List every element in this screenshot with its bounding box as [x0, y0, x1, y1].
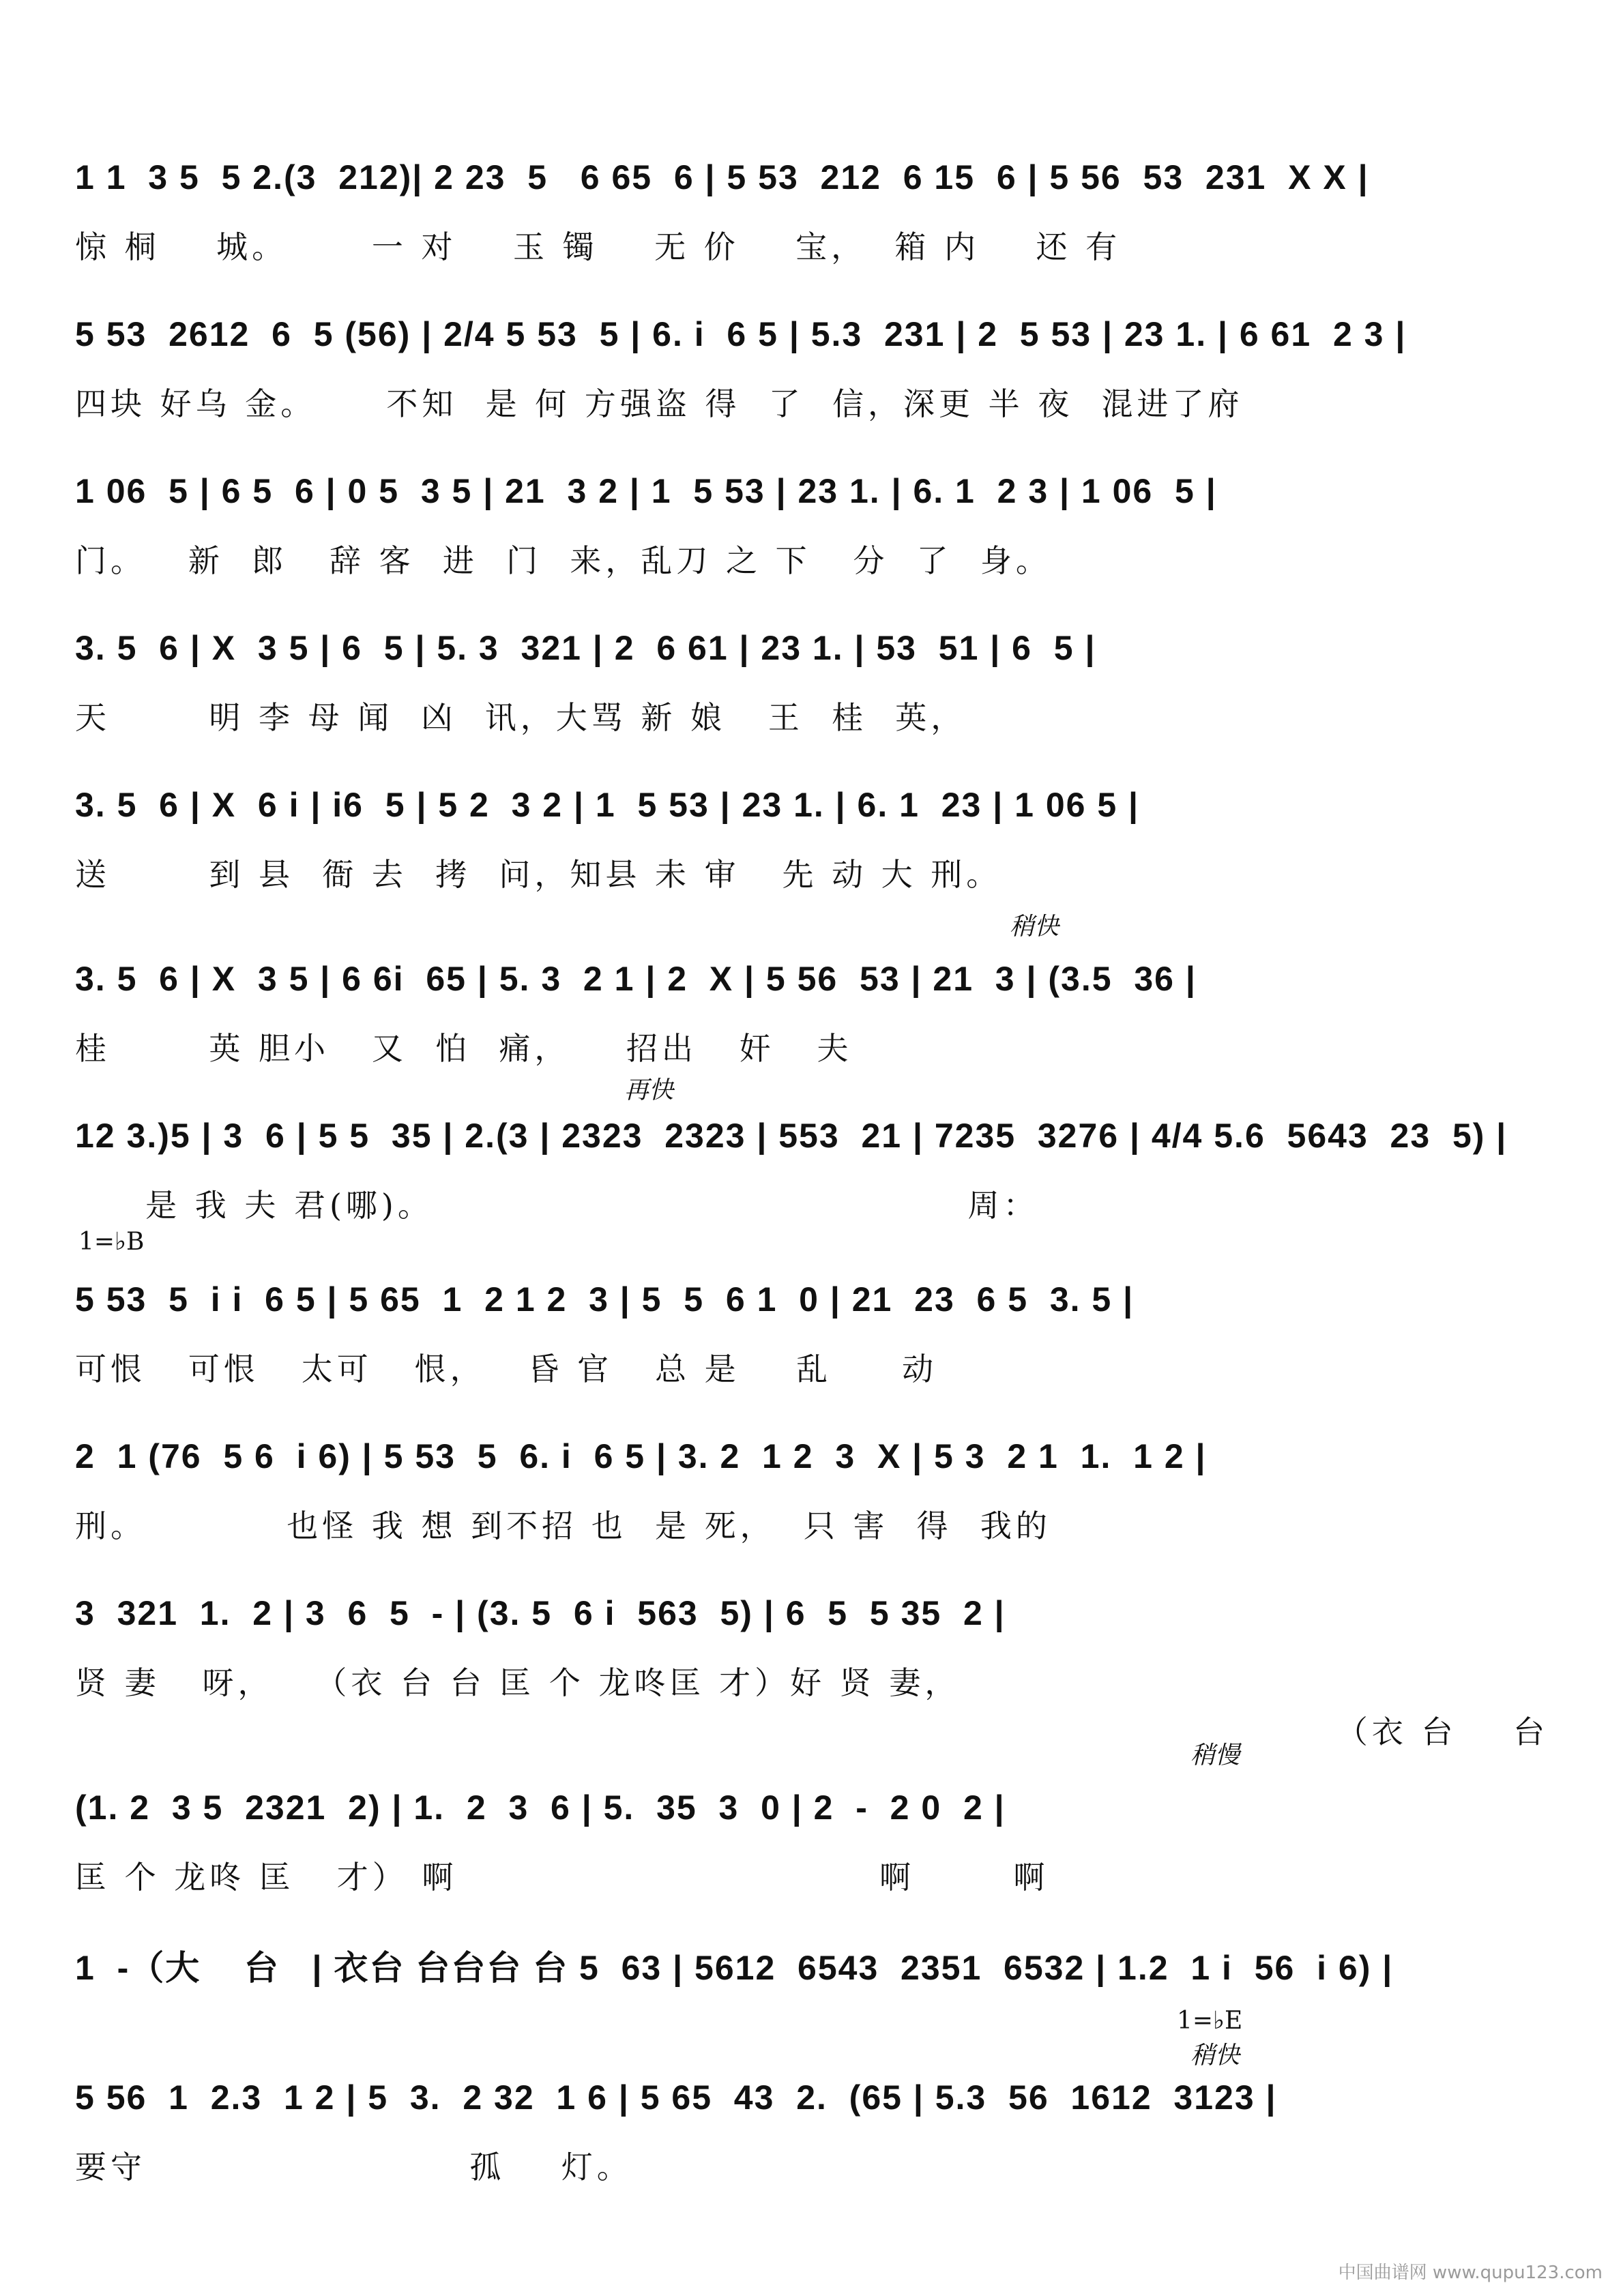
lyric-line: 要守 孤 灯。 — [75, 2149, 632, 2185]
lyric-line: 桂 英 胆小 又 怕 痛， 招出 奸 夫 — [75, 1030, 853, 1067]
notation-line: 12 3.)5 | 3 6 | 5 5 35 | 2.(3 | 2323 2323 | 553 21 | 7235 3276 | 4/4 5.6 5643 23 5) | — [75, 1117, 1508, 1155]
tempo-mark: 稍快 — [1190, 2042, 1240, 2070]
lyric-line: 匡 个 龙咚 匡 才） 啊 啊 啊 — [75, 1859, 1049, 1896]
key-signature: 1=♭E — [1177, 2007, 1243, 2035]
notation-line: 3. 5 6 | X 3 5 | 6 6i 65 | 5. 3 2 1 | 2 X | 5 56 53 | 21 3 | (3.5 36 | — [75, 960, 1197, 998]
lyric-line: 是 我 夫 君(哪)。 周： — [75, 1187, 1039, 1224]
lyric-line-secondary: （衣 台 台 — [1336, 1713, 1549, 1750]
lyric-line: 可恨 可恨 太可 恨， 昏 官 总 是 乱 动 — [75, 1351, 938, 1387]
notation-line: (1. 2 3 5 2321 2) | 1. 2 3 6 | 5. 35 3 0 | 2 - 2 0 2 | — [75, 1789, 1006, 1827]
lyric-line: 四块 好乌 金。 不知 是 何 方强盗 得 了 信，深更 半 夜 混进了府 — [75, 385, 1244, 422]
lyric-line: 送 到 县 衙 去 拷 问，知县 未 审 先 动 大 刑。 — [75, 856, 1002, 893]
key-signature: 1=♭B — [78, 1228, 145, 1256]
lyric-line: 门。 新 郎 辞 客 进 门 来，乱刀 之 下 分 了 身。 — [75, 542, 1051, 579]
notation-line: 5 56 1 2.3 1 2 | 5 3. 2 32 1 6 | 5 65 43 2. (65 | 5.3 56 1612 3123 | — [75, 2078, 1277, 2117]
lyric-line: 惊 桐 城。 一 对 玉 镯 无 价 宝， 箱 内 还 有 — [75, 229, 1122, 265]
watermark-logo: 中国曲谱网 www.qupu123.com — [1338, 2263, 1603, 2283]
notation-line: 5 53 5 i i 6 5 | 5 65 1 2 1 2 3 | 5 5 6 1 0 | 21 23 6 5 3. 5 | — [75, 1280, 1135, 1319]
lyric-line: 刑。 也怪 我 想 到不招 也 是 死， 只 害 得 我的 — [75, 1507, 1051, 1544]
notation-line: 2 1 (76 5 6 i 6) | 5 53 5 6. i 6 5 | 3. 2 1 2 3 X | 5 3 2 1 1. 1 2 | — [75, 1437, 1207, 1475]
notation-line: 1 06 5 | 6 5 6 | 0 5 3 5 | 21 3 2 | 1 5 53 | 23 1. | 6. 1 2 3 | 1 06 5 | — [75, 472, 1217, 510]
notation-line: 3. 5 6 | X 3 5 | 6 5 | 5. 3 321 | 2 6 61 | 23 1. | 53 51 | 6 5 | — [75, 629, 1096, 667]
lyric-line: 天 明 李 母 闻 凶 讯，大骂 新 娘 王 桂 英， — [75, 699, 967, 736]
tempo-mark: 稍慢 — [1190, 1741, 1240, 1769]
notation-line: 3 321 1. 2 | 3 6 5 - | (3. 5 6 i 563 5) | 6 5 5 35 2 | — [75, 1594, 1006, 1632]
tempo-mark: 稍快 — [1010, 913, 1059, 941]
notation-line: 5 53 2612 6 5 (56) | 2/4 5 53 5 | 6. i 6 5 | 5.3 231 | 2 5 53 | 23 1. | 6 61 2 3 | — [75, 315, 1407, 353]
tempo-mark: 再快 — [624, 1076, 674, 1104]
notation-line: 1 1 3 5 5 2.(3 212)| 2 23 5 6 65 6 | 5 53 212 6 15 6 | 5 56 53 231 X X | — [75, 158, 1369, 196]
lyric-line: 贤 妻 呀， （衣 台 台 匡 个 龙咚匡 才）好 贤 妻， — [75, 1664, 961, 1701]
notation-line: 1 -（大 台 | 衣台 台台台 台 5 63 | 5612 6543 2351 6532 | 1.2 1 i 56 i 6) | — [75, 1949, 1394, 1987]
notation-line: 3. 5 6 | X 6 i | i6 5 | 5 2 3 2 | 1 5 53 | 23 1. | 6. 1 23 | 1 06 5 | — [75, 786, 1140, 824]
